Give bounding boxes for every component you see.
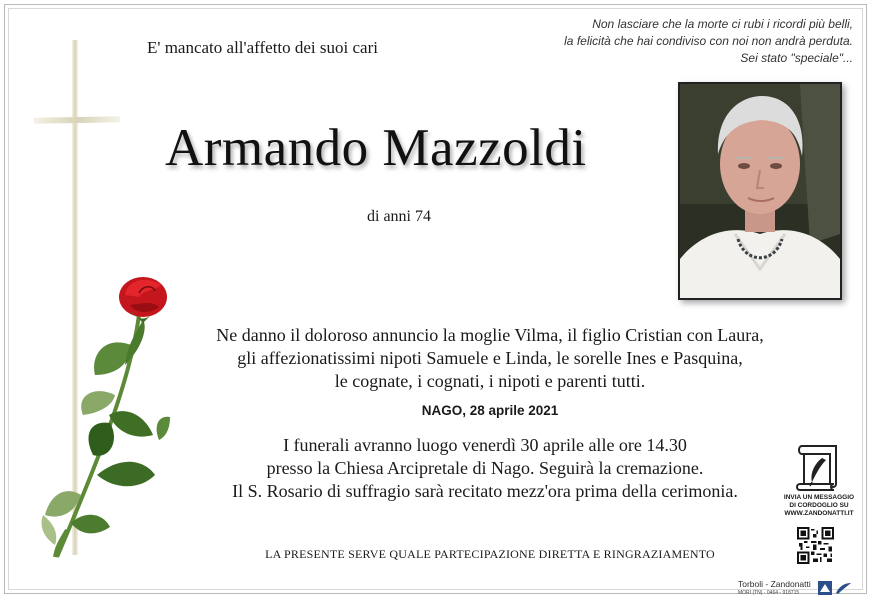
brand-subtitle: MORI (TN) · 0464 - 918715: [738, 590, 800, 596]
quote: [523, 16, 853, 67]
funeral-line-2: presso la Chiesa Arcipretale di Nago. Seguirà la cremazione.: [266, 458, 704, 478]
intro-text: E' mancato all'affetto dei suoi cari: [147, 38, 378, 57]
qr-code-icon[interactable]: [797, 527, 834, 564]
portrait-photo: [678, 82, 842, 300]
scroll-logo-icon[interactable]: [794, 440, 842, 492]
portrait-illustration: [680, 84, 840, 298]
announcement-line-3: le cognate, i cognati, i nipoti e parenti tutti.: [334, 371, 646, 391]
announcement-line-2: gli affezionatissimi nipoti Samuele e Linda, le sorelle Ines e Pasquina,: [237, 348, 743, 368]
deceased-name: Armando Mazzoldi: [165, 119, 587, 177]
announcement-line-1: Ne danno il doloroso annuncio la moglie Vilma, il figlio Cristian con Laura,: [216, 325, 764, 345]
funeral-line-3: Il S. Rosario di suffragio sarà recitato mezz'ora prima della cerimonia.: [232, 481, 738, 501]
condolence-line-3: WWW.ZANDONATTI.IT: [784, 510, 854, 517]
quote-line-2: la felicità che hai condiviso con noi non andrà perduta.: [564, 34, 853, 48]
condolence-link[interactable]: [778, 494, 860, 518]
place-date: NAGO, 28 aprile 2021: [421, 403, 559, 418]
brand: [730, 575, 870, 599]
brand-logo-icon: [818, 581, 852, 595]
condolence-line-2: DI CORDOGLIO SU: [789, 502, 849, 509]
brand-name: Torboli - Zandonatti: [738, 579, 811, 589]
funeral-details: [160, 434, 810, 503]
rose-icon: [35, 275, 175, 565]
deceased-age: di anni 74: [367, 208, 431, 225]
footer-notice: LA PRESENTE SERVE QUALE PARTECIPAZIONE DIRETTA E RINGRAZIAMENTO: [265, 547, 715, 561]
funeral-line-1: I funerali avranno luogo venerdì 30 aprile alle ore 14.30: [283, 435, 687, 455]
condolence-line-1: INVIA UN MESSAGGIO: [783, 494, 855, 501]
quote-line-1: Non lasciare che la morte ci rubi i ricordi più belli,: [592, 17, 853, 31]
quote-line-3: Sei stato "speciale"...: [740, 51, 853, 65]
announcement: [190, 324, 790, 393]
